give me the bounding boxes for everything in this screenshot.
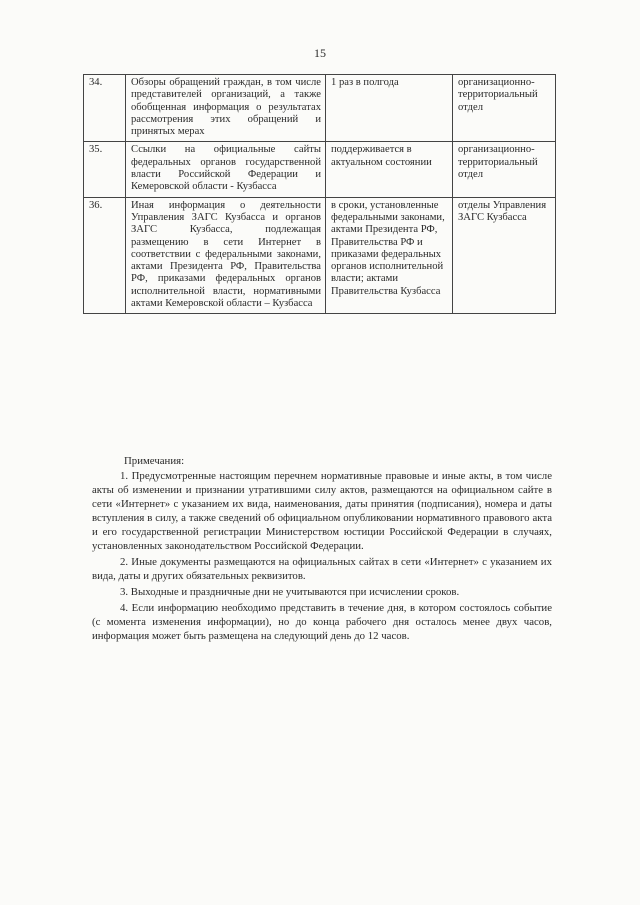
note-item: 3. Выходные и праздничные дни не учитываются при исчислении сроков. bbox=[120, 586, 460, 598]
row-term: поддерживается в актуальном состоянии bbox=[326, 142, 453, 197]
note-item: 1. Предусмотренные настоящим перечнем нормативные правовые и иные акты, в том числе акты об изменении и признании утратившими силу актов, размещаются на официальном сайте в сети «Интернет» с указанием их вида, наименования, даты принятия (подписания), номера и даты вступления в силу, а также сведений об официальном опубликовании нормативного правового акта и его государственной регистрации Министерством юстиции Российской Федерации в случаях, установленных законодательством Российской Федерации. bbox=[92, 470, 552, 552]
row-responsible: организационно-территориальный отдел bbox=[453, 75, 556, 142]
row-responsible: организационно-территориальный отдел bbox=[453, 142, 556, 197]
table-row bbox=[84, 75, 556, 142]
row-number: 35. bbox=[84, 142, 126, 197]
note-item: 2. Иные документы размещаются на официальных сайтах в сети «Интернет» с указанием их вида, даты и других обязательных реквизитов. bbox=[92, 556, 552, 582]
row-term: в сроки, установленные федеральными законами, актами Президента РФ, Правительства РФ и приказами федеральных органов исполнительной власти; актами Правительства Кузбасса bbox=[326, 197, 453, 314]
row-number: 36. bbox=[84, 197, 126, 314]
note-item: 4. Если информацию необходимо представить в течение дня, в котором состоялось событие (с момента изменения информации), но до конца рабочего дня осталось менее двух часов, информация может быть размещена на следующий день до 12 часов. bbox=[92, 602, 552, 642]
acts-table bbox=[83, 74, 556, 314]
row-name: Иная информация о деятельности Управления ЗАГС Кузбасса и органов ЗАГС Кузбасса, подлежащая размещению в сети Интернет в соответствии с федеральными законами, актами Президента РФ, Правительства РФ, приказами федеральных органов исполнительной власти, нормативными актами Кемеровской области – Кузбасса bbox=[126, 197, 326, 314]
row-term: 1 раз в полгода bbox=[326, 75, 453, 142]
table-row bbox=[84, 197, 556, 314]
row-number: 34. bbox=[84, 75, 126, 142]
notes-section bbox=[92, 454, 552, 645]
row-name: Ссылки на официальные сайты федеральных органов государственной власти Российской Федерации и Кемеровской области - Кузбасса bbox=[126, 142, 326, 197]
page-number: 15 bbox=[314, 46, 326, 60]
row-responsible: отделы Управления ЗАГС Кузбасса bbox=[453, 197, 556, 314]
notes-title: Примечания: bbox=[124, 455, 185, 467]
table-row bbox=[84, 142, 556, 197]
row-name: Обзоры обращений граждан, в том числе представителей организаций, а также обобщенная информация о результатах рассмотрения этих обращений и принятых мерах bbox=[126, 75, 326, 142]
